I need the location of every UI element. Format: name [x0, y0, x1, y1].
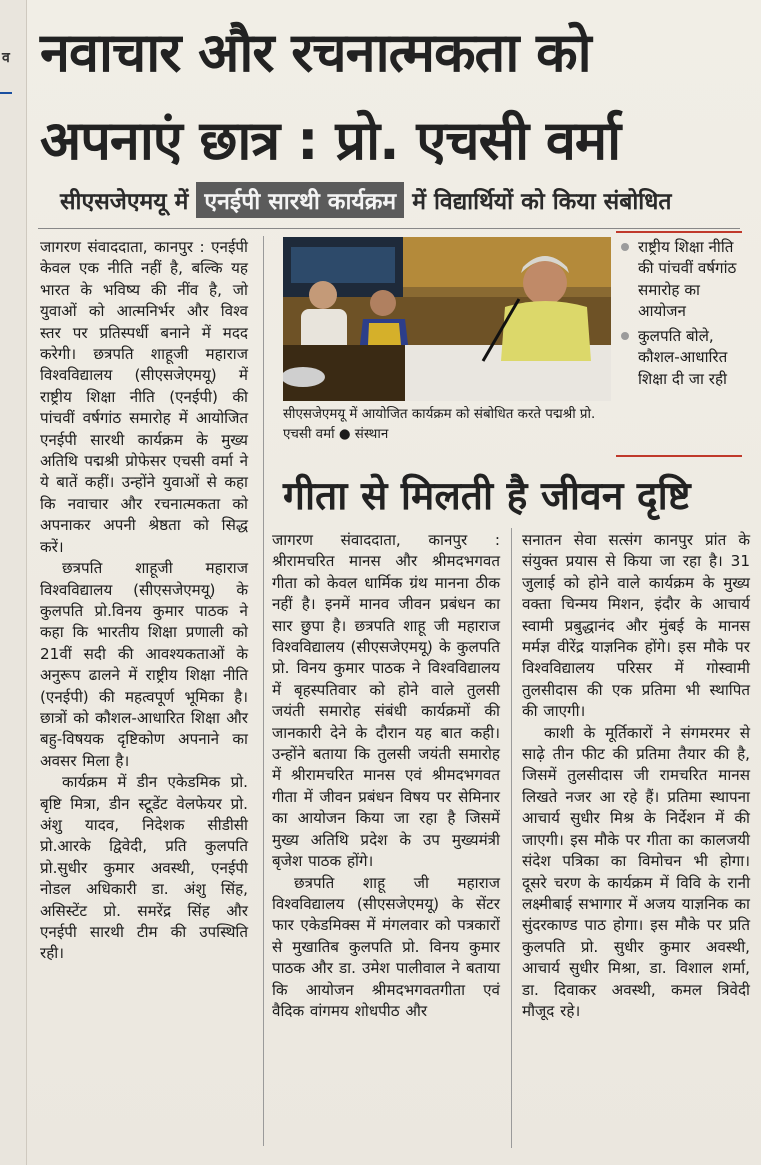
article-column-3: [522, 530, 750, 1022]
headline-line-1: नवाचार और रचनात्मकता को: [40, 21, 591, 84]
headline-line-2: अपनाएं छात्र : प्रो. एचसी वर्मा: [40, 109, 621, 172]
bullet-dot-icon: [621, 332, 629, 340]
headline-rule: [38, 228, 740, 229]
highlights-bottom-rule: [616, 455, 742, 457]
article-column-1: [40, 237, 248, 965]
article-paragraph: छत्रपति शाहूजी महाराज विश्वविद्यालय (सीएसजेएमयू) के कुलपति प्रो.विनय कुमार पाठक ने कहा कि भारतीय शिक्षा प्रणाली को 21वीं सदी की आवश्यकताओं के अनुरूप ढालने में राष्ट्रीय शिक्षा नीति (एनईपी) की महत्वपूर्ण भूमिका है। छात्रों को कौशल-आधारित शिक्षा और बहु-विषयक दृष्टिकोण अपनाने का अवसर मिला है।: [40, 559, 248, 770]
article-paragraph: काशी के मूर्तिकारों ने संगमरमर से साढ़े तीन फीट की प्रतिमा तैयार की है, जिसमें तुलसीदास जी रामचरित मानस लिखते नजर आ रहे हैं। प्रतिमा स्थापना आचार्य सुधीर मिश्र के निर्देशन में की जाएगी। इस मौके पर गीता का कालजयी संदेश पत्रिका का विमोचन भी होगा। दूसरे चरण के कार्यक्रम में विवि के रानी लक्ष्मीबाई सभागार में अजय याज्ञनिक का सुंदरकाण्ड पाठ होगा। इस मौके पर प्रति कुलपति प्रो. सुधीर कुमार अवस्थी, आचार्य सुधीर मिश्रा, डा. विशाल शर्मा, डा. दिवाकर अवस्थी, कमल त्रिवेदी मौजूद रहे।: [522, 723, 750, 1020]
highlights-top-rule: [616, 231, 742, 233]
article-paragraph: सनातन सेवा सत्संग कानपुर प्रांत के संयुक्त प्रयास से किया जा रहा है। 31 जुलाई को होने वाले कार्यक्रम के मुख्य वक्ता चिन्मय मिशन, इंदौर के आचार्य स्वामी प्रबुद्धानंद और मुंबई के मानस मर्मज्ञ वीरेंद्र याज्ञनिक होंगे। इस मौके पर विश्वविद्यालय परिसर में गोस्वामी तुलसीदास की एक प्रतिमा भी स्थापित की जाएगी।: [522, 531, 750, 721]
highlight-text: राष्ट्रीय शिक्षा नीति की पांचवीं वर्षगांठ समारोह का आयोजन: [638, 238, 737, 320]
column-divider: [263, 236, 264, 1146]
adjacent-column-rule: [0, 92, 12, 94]
highlight-item: [616, 237, 742, 322]
article-paragraph: कार्यक्रम में डीन एकेडमिक प्रो. बृष्टि मित्रा, डीन स्टूडेंट वेलफेयर प्रो. अंशु यादव, निदेशक सीडीसी प्रो.आरके द्विवेदी, प्रति कुलपति प्रो.सुधीर कुमार अवस्थी, एनईपी नोडल अधिकारी डा. अंशु सिंह, असिस्टेंट प्रो. समरेंद्र सिंह और एनईपी सारथी टीम की उपस्थिति रही।: [40, 773, 248, 963]
adjacent-column-letter: व: [2, 50, 10, 66]
subheadline: [60, 178, 750, 222]
article-paragraph: छत्रपति शाहू जी महाराज विश्वविद्यालय (सीएसजेएमयू) के सेंटर फार एकेडमिक्स में मंगलवार को पत्रकारों से मुखातिब कुलपति प्रो. विनय कुमार पाठक और डा. उमेश पालीवाल ने बताया कि आयोजन श्रीमदभगवतगीता एवं वैदिक वांगमय शोधपीठ और: [272, 873, 500, 1020]
article-paragraph: जागरण संवाददाता, कानपुर : श्रीरामचरित मानस और श्रीमदभगवत गीता को केवल धार्मिक ग्रंथ मानना ठीक नहीं है। इनमें मानव जीवन प्रबंधन का सार छुपा है। छत्रपति शाहू जी महाराज विश्वविद्यालय (सीएसजेएमयू) के कुलपति प्रो. विनय कुमार पाठक ने विश्वविद्यालय में बृहस्पतिवार को होने वाले तुलसी जयंती समारोह संबंधी कार्यक्रमों की जानकारी देने के दौरान यह बात कही। उन्होंने बताया कि तुलसी जयंती समारोह में श्रीरामचरित मानस एवं श्रीमदभगवत गीता में जीवन प्रबंधन विषय पर सेमिनार का आयोजन किया जा रहा है जिसमें मुख्य अतिथि प्रदेश के उप मुख्यमंत्री बृजेश पाठक होंगे।: [272, 531, 500, 871]
column-divider: [511, 528, 512, 1148]
highlight-item: [616, 326, 742, 390]
photo-caption: सीएसजेएमयू में आयोजित कार्यक्रम को संबोधित करते पद्मश्री प्रो. एचसी वर्मा ● संस्थान: [283, 407, 596, 442]
bullet-dot-icon: [621, 243, 629, 251]
article-column-2: [272, 530, 500, 1022]
second-headline: गीता से मिलती है जीवन दृष्टि: [283, 474, 691, 519]
subheadline-prefix: सीएसजेएमयू में: [60, 189, 189, 215]
event-photo-illustration: [283, 237, 611, 401]
event-photo: [283, 237, 611, 401]
highlights-box: [616, 237, 742, 390]
subheadline-highlight: एनईपी सारथी कार्यक्रम: [196, 182, 404, 218]
adjacent-column-strip: [0, 0, 27, 1165]
highlight-text: कुलपति बोले, कौशल-आधारित शिक्षा दी जा रही: [638, 327, 728, 388]
article-paragraph: जागरण संवाददाता, कानपुर : एनईपी केवल एक नीति नहीं है, बल्कि यह भारत के भविष्य की नींव है, जो युवाओं को आत्मनिर्भर और विश्व स्तर पर प्रतिस्पर्धी बनाने में मदद करेगी। छत्रपति शाहूजी महाराज विश्वविद्यालय (सीएसजेएमयू) में राष्ट्रीय शिक्षा नीति (एनईपी) की पांचवीं वर्षगांठ समारोह में आयोजित एनईपी सारथी कार्यक्रम के मुख्य अतिथि पद्मश्री प्रोफेसर एचसी वर्मा ने ये बातें कहीं। उन्होंने युवाओं से कहा कि नवाचार और रचनात्मकता को अपनाकर अपनी श्रेष्ठता को सिद्ध करें।: [40, 238, 248, 556]
subheadline-suffix: में विद्यार्थियों को किया संबोधित: [412, 189, 672, 215]
